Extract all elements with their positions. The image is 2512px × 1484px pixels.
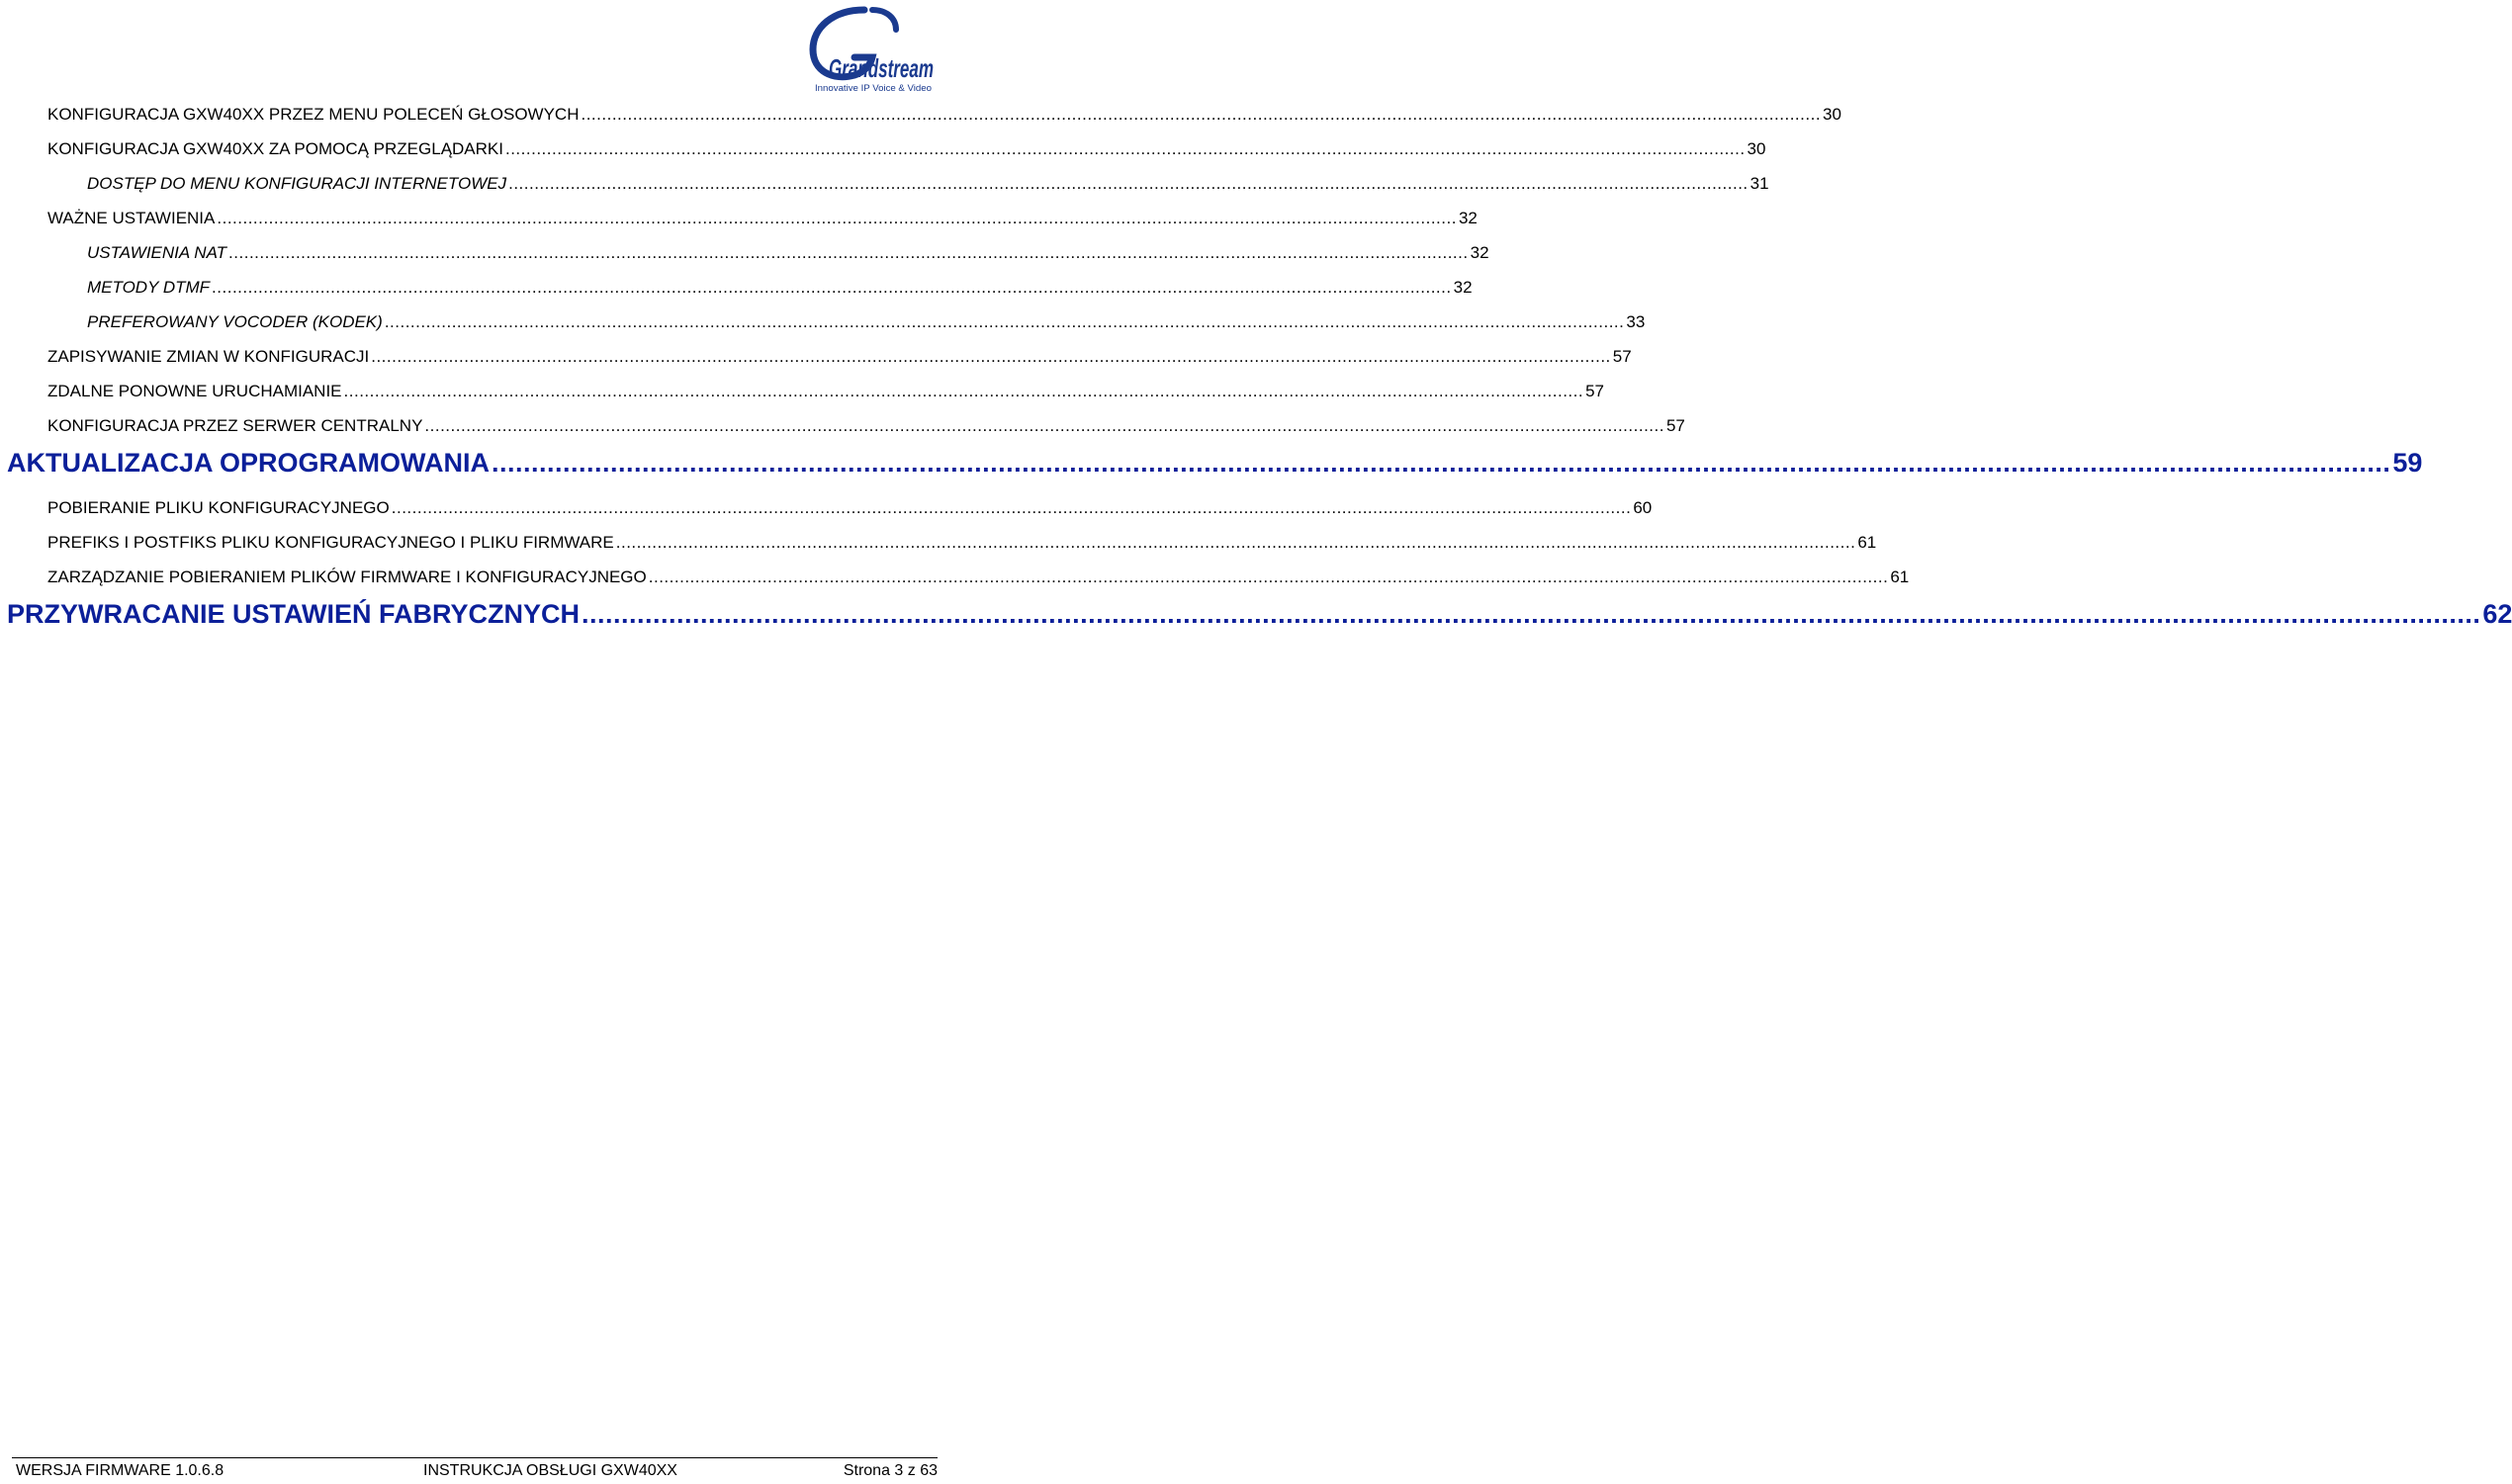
toc-entry-title: PRZYWRACANIE USTAWIEŃ FABRYCZNYCH	[7, 599, 580, 629]
toc-entry-title: METODY DTMF	[87, 278, 211, 297]
toc-entry-title: KONFIGURACJA GXW40XX PRZEZ MENU POLECEŃ GŁOSOWYCH	[47, 105, 580, 124]
toc-entry-title: WAŻNE USTAWIENIA	[47, 209, 216, 227]
toc-entry-page: 57	[1665, 416, 1685, 435]
footer-firmware-version: WERSJA FIRMWARE 1.0.6.8	[16, 1462, 224, 1479]
toc-leader-dots	[492, 448, 2390, 479]
toc-leader-dots	[582, 599, 2480, 630]
logo-brand: Grandstream	[829, 53, 934, 83]
toc-entry-page: 57	[1585, 382, 1605, 400]
toc-leader-dots	[212, 278, 1452, 298]
toc-entry-title: ZDALNE PONOWNE URUCHAMIANIE	[47, 382, 342, 400]
toc-entry[interactable]	[47, 567, 1910, 593]
toc-entry-page: 31	[1749, 174, 1769, 193]
toc-entry-title: KONFIGURACJA GXW40XX ZA POMOCĄ PRZEGLĄDARKI	[47, 139, 503, 158]
toc-entry-page: 61	[1890, 567, 1910, 586]
toc-entry-page: 59	[2392, 448, 2423, 478]
toc-entry-page: 30	[1823, 105, 1841, 124]
toc-entry[interactable]	[87, 312, 1646, 338]
toc-entry-title: ZAPISYWANIE ZMIAN W KONFIGURACJI	[47, 347, 370, 366]
toc-entry-page: 32	[1453, 278, 1473, 297]
toc-entry-page: 61	[1857, 533, 1877, 552]
toc-entry[interactable]	[47, 139, 1766, 165]
toc-leader-dots	[392, 498, 1632, 518]
logo-tagline: Innovative IP Voice & Video	[815, 83, 932, 94]
toc-entry-title: USTAWIENIA NAT	[87, 243, 227, 262]
toc-leader-dots	[616, 533, 1856, 553]
toc-entry-title: DOSTĘP DO MENU KONFIGURACJI INTERNETOWEJ	[87, 174, 507, 193]
toc-entry-page: 60	[1633, 498, 1653, 517]
toc-leader-dots	[385, 312, 1625, 332]
toc-entry[interactable]	[7, 448, 2423, 485]
toc-entry-page: 62	[2482, 599, 2512, 629]
toc-leader-dots	[344, 382, 1584, 401]
toc-leader-dots	[217, 209, 1457, 228]
footer-manual-title: INSTRUKCJA OBSŁUGI GXW40XX	[423, 1462, 677, 1479]
toc-entry[interactable]	[47, 498, 1653, 524]
page-footer	[12, 1457, 938, 1484]
grandstream-logo-icon	[803, 4, 942, 97]
toc-entry-title: ZARZĄDZANIE POBIERANIEM PLIKÓW FIRMWARE I KONFIGURACYJNEGO	[47, 567, 647, 586]
toc-entry[interactable]	[47, 416, 1685, 442]
toc-entry[interactable]	[87, 278, 1473, 304]
toc-entry[interactable]	[47, 347, 1632, 373]
toc-entry-title: POBIERANIE PLIKU KONFIGURACYJNEGO	[47, 498, 390, 517]
toc-entry-title: AKTUALIZACJA OPROGRAMOWANIA	[7, 448, 490, 478]
toc-leader-dots	[228, 243, 1469, 263]
toc-leader-dots	[649, 567, 1889, 587]
toc-entry[interactable]	[47, 209, 1478, 234]
toc-entry-page: 57	[1612, 347, 1632, 366]
toc-entry-title: PREFIKS I POSTFIKS PLIKU KONFIGURACYJNEGO I PLIKU FIRMWARE	[47, 533, 614, 552]
toc-leader-dots	[505, 139, 1746, 159]
toc-entry-title: PREFEROWANY VOCODER (KODEK)	[87, 312, 383, 331]
toc-entry-page: 33	[1626, 312, 1646, 331]
grandstream-logo	[803, 4, 942, 97]
toc-entry[interactable]	[87, 243, 1489, 269]
toc-entry[interactable]	[47, 533, 1877, 559]
toc-entry-page: 30	[1747, 139, 1766, 158]
toc-entry[interactable]	[47, 382, 1605, 407]
toc-leader-dots	[424, 416, 1664, 436]
toc-leader-dots	[371, 347, 1611, 367]
toc-entry-title: KONFIGURACJA PRZEZ SERWER CENTRALNY	[47, 416, 423, 435]
toc-entry[interactable]	[47, 105, 1841, 131]
toc-entry-page: 32	[1470, 243, 1489, 262]
footer-page-number: Strona 3 z 63	[843, 1462, 938, 1479]
toc-leader-dots	[508, 174, 1749, 194]
toc-entry[interactable]	[7, 599, 2512, 637]
toc-leader-dots	[581, 105, 1821, 125]
toc-entry-page: 32	[1458, 209, 1478, 227]
toc-entry[interactable]	[87, 174, 1769, 200]
